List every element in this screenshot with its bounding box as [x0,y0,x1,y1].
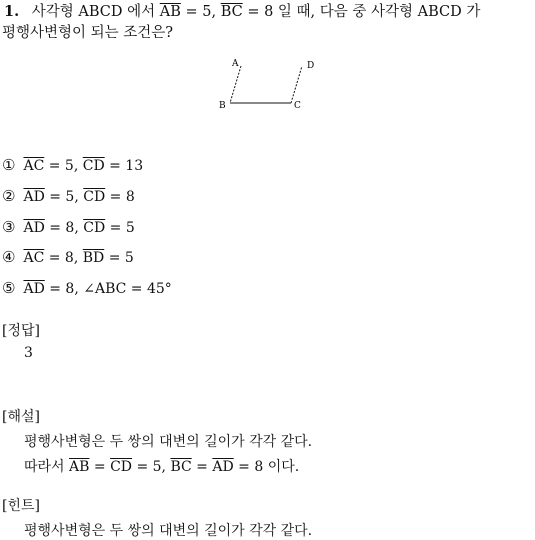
explanation-line-1: 평행사변형은 두 쌍의 대변의 길이가 각각 같다. [24,434,313,450]
equals: = [191,459,213,475]
choice-2[interactable] [2,187,135,205]
choice-segment: $\overline{AC}$ [23,158,45,174]
question-line-2: 평행사변형이 되는 조건은? [2,25,174,41]
segment-ad: $\overline{AD}$ [212,459,234,475]
quadrilateral-figure [210,52,330,118]
vertex-b-label: B [219,101,226,111]
quadrilateral-diagram [210,52,330,114]
choice-segment: $\overline{CD}$ [83,220,106,236]
vertex-a-label: A [232,59,239,69]
choice-value: = 5, [44,189,84,205]
explanation-line-2 [24,456,299,476]
hint-line-1: 평행사변형은 두 쌍의 대변의 길이가 각각 같다. [24,523,313,539]
choice-3[interactable] [2,218,135,236]
equals-value: = 8 이다. [233,459,300,475]
question-text-start: 사각형 ABCD 에서 [31,4,156,20]
choice-marker: ③ [2,218,16,236]
choice-marker: ④ [2,248,16,266]
question-line-1 [4,2,480,22]
choice-value: = 13 [104,158,144,174]
answer-value: 3 [24,345,33,361]
question-eq-mid: = 5, [180,4,221,20]
hint-label: [힌트] [2,498,40,514]
choice-value: = 5 [104,250,134,266]
vertex-c-label: C [294,101,301,111]
choice-segment: $\overline{AC}$ [23,250,45,266]
question-eq-end: = 8 일 때, 다음 중 사각형 ABCD 가 [242,4,481,20]
explanation-prefix: 따라서 [24,459,70,475]
choice-segment: $\overline{BD}$ [82,250,105,266]
side-cd [291,66,302,103]
choice-segment: $\overline{CD}$ [82,158,105,174]
choice-segment: $\overline{AD}$ [23,281,45,297]
choice-marker: ② [2,187,16,205]
choice-marker: ① [2,156,16,174]
choice-value: = 5 [105,220,135,236]
explanation-label: [해설] [2,409,40,425]
question-number: 1. [4,3,20,20]
answer-label: [정답] [2,323,40,339]
choice-value: = 8, [44,250,83,266]
choice-value: = 5, [44,158,83,174]
choice-segment: $\overline{CD}$ [83,189,106,205]
choice-value: = 8, [44,220,84,236]
segment-bc: $\overline{BC}$ [220,4,243,20]
segment-bc: $\overline{BC}$ [170,459,192,475]
segment-ab: $\overline{AB}$ [69,459,90,475]
choice-value: = 8, ∠ABC = 45° [44,281,172,297]
choice-5[interactable] [2,279,172,297]
vertex-d-label: D [307,61,315,71]
side-ab [230,66,241,103]
equals-value: = 5, [132,459,171,475]
choice-value: = 8 [105,189,135,205]
choice-segment: $\overline{AD}$ [23,220,45,236]
segment-cd: $\overline{CD}$ [110,459,133,475]
segment-ab: $\overline{AB}$ [159,4,181,20]
choice-4[interactable] [2,248,134,266]
equals: = [89,459,111,475]
choice-segment: $\overline{AD}$ [23,189,45,205]
choice-1[interactable] [2,156,143,174]
choice-marker: ⑤ [2,279,16,297]
